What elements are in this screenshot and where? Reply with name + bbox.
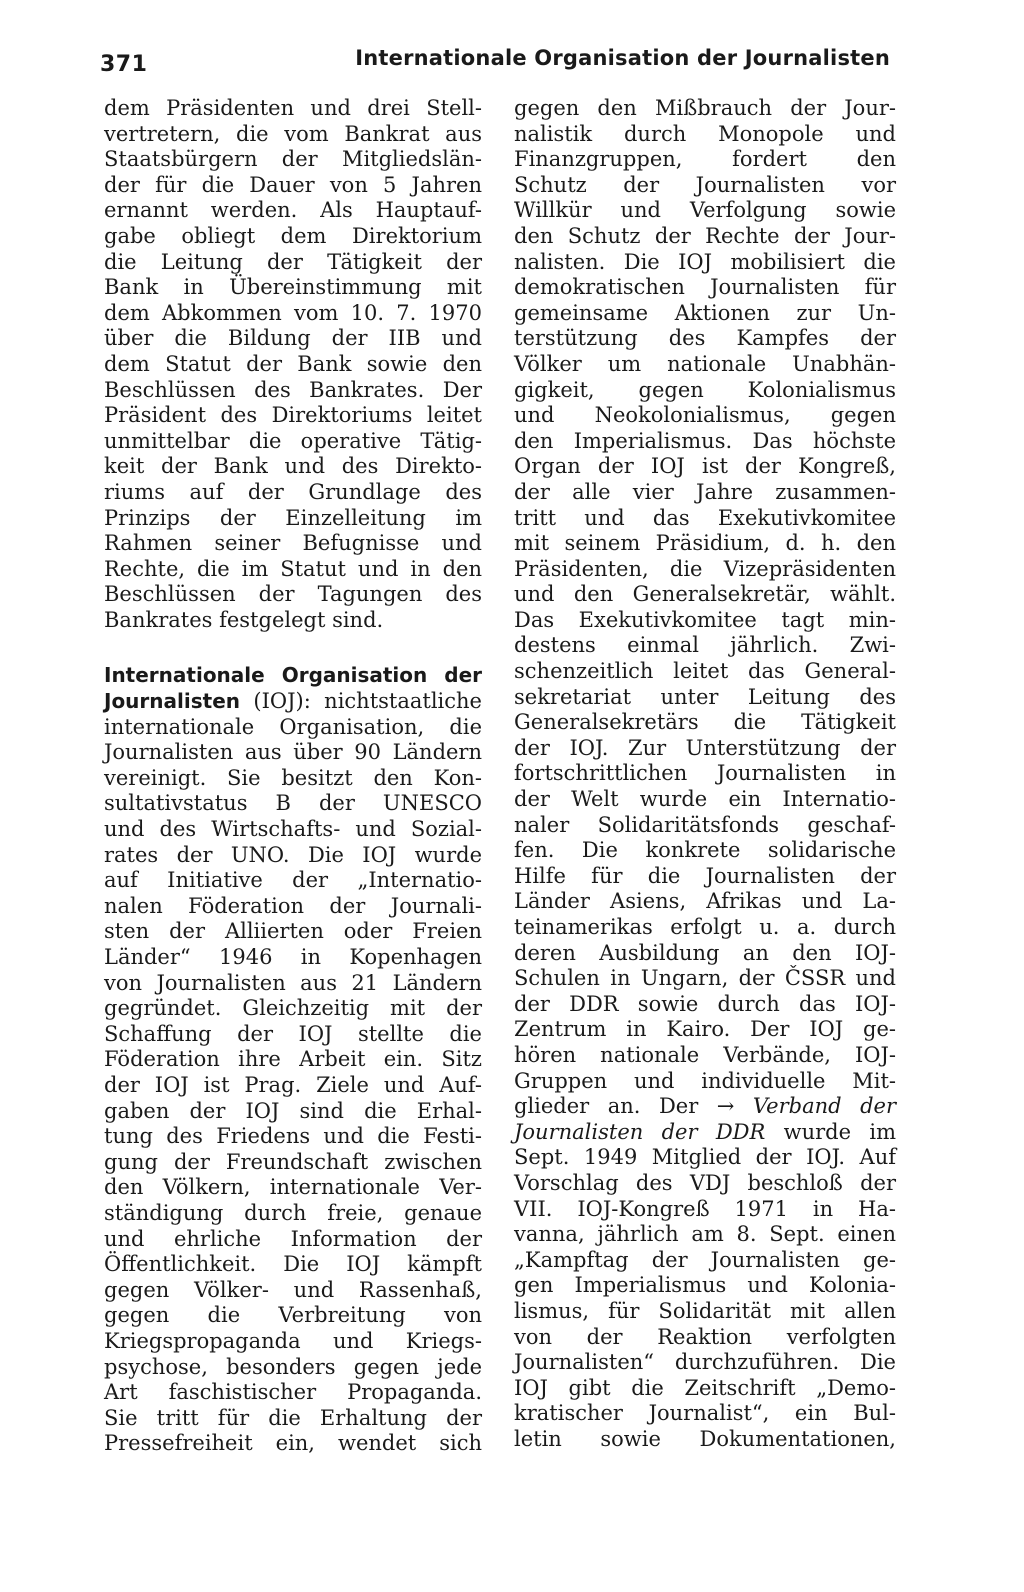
text-line: Präsident des Direktoriums leitet — [104, 403, 482, 428]
entry-first-line — [104, 689, 482, 715]
text-line: Sie tritt für die Erhaltung der — [104, 1405, 482, 1430]
text-line: tritt und das Exekutivkomitee — [514, 505, 896, 530]
text-line: tung des Friedens und die Festi- — [104, 1124, 482, 1149]
text-line: fen. Die konkrete solidarische — [514, 838, 896, 863]
text-line: schenzeitlich leitet das General- — [514, 659, 896, 684]
text-line: gung der Freundschaft zwischen — [104, 1149, 482, 1174]
text-line: nalen Föderation der Journali- — [104, 893, 482, 918]
text-line: und Neokolonialismus, gegen — [514, 403, 896, 428]
text-line: vanna, jährlich am 8. Sept. einen — [514, 1222, 896, 1247]
text-line: Zentrum in Kairo. Der IOJ ge- — [514, 1017, 896, 1042]
text-line: internationale Organisation, die — [104, 714, 482, 739]
text-line: Das Exekutivkomitee tagt min- — [514, 607, 896, 632]
text-line: deren Ausbildung an den IOJ- — [514, 940, 896, 965]
text-line: Journalisten“ durchzuführen. Die — [514, 1350, 896, 1375]
text-line: von der Reaktion verfolgten — [514, 1324, 896, 1349]
text-line: Organ der IOJ ist der Kongreß, — [514, 454, 896, 479]
cross-reference-line-2 — [514, 1120, 896, 1146]
left-column — [104, 96, 482, 1457]
cross-reference-line — [514, 1094, 896, 1120]
text-line: Kriegspropaganda und Kriegs- — [104, 1328, 482, 1353]
text-line: fortschrittlichen Journalisten in — [514, 761, 896, 786]
entry-body-end — [514, 1145, 896, 1452]
text-line: Generalsekretärs die Tätigkeit — [514, 710, 896, 735]
text-line: von Journalisten aus 21 Ländern — [104, 970, 482, 995]
text-line: Präsidenten, die Vizepräsidenten — [514, 556, 896, 581]
text-line: Schutz der Journalisten vor — [514, 172, 896, 197]
text-line: Hilfe für die Journalisten der — [514, 863, 896, 888]
entry-headword-line — [104, 663, 482, 689]
text-line: gegen den Mißbrauch der Jour- — [514, 96, 896, 120]
text-line: der für die Dauer von 5 Jahren — [104, 172, 482, 197]
text-line: Bankrates festgelegt sind. — [104, 607, 384, 632]
text-line: gaben der IOJ sind die Erhal- — [104, 1098, 482, 1123]
text-line: sekretariat unter Leitung des — [514, 684, 896, 709]
text-line: gabe obliegt dem Direktorium — [104, 223, 482, 248]
text-line: unmittelbar die operative Tätig- — [104, 428, 482, 453]
entry-body-continued — [514, 96, 896, 1094]
text-line: gegründet. Gleichzeitig mit der — [104, 996, 482, 1021]
right-column — [514, 96, 896, 1452]
text-line: IOJ gibt die Zeitschrift „Demo- — [514, 1375, 896, 1400]
cross-reference-link[interactable]: Verband der — [734, 1094, 896, 1119]
page-number: 371 — [100, 52, 148, 77]
text-line: gegen die Verbreitung von — [104, 1303, 482, 1328]
running-title: Internationale Organisation der Journalisten — [355, 46, 890, 70]
text-line: Schaffung der IOJ stellte die — [104, 1021, 482, 1046]
text-line: den Imperialismus. Das höchste — [514, 428, 896, 453]
text-line: Beschlüssen der Tagungen des — [104, 582, 482, 607]
text-line: Schulen in Ungarn, der ČSSR und — [514, 966, 896, 991]
text-line: psychose, besonders gegen jede — [104, 1354, 482, 1379]
text-line: Länder“ 1946 in Kopenhagen — [104, 945, 482, 969]
cross-reference-arrow-icon: → — [716, 1094, 735, 1119]
text-line: auf Initiative der „Internatio- — [104, 868, 482, 893]
text-line: Prinzips der Einzelleitung im — [104, 505, 482, 530]
text-line: lismus, für Solidarität mit allen — [514, 1298, 896, 1323]
paragraph-continuation — [104, 96, 482, 633]
cross-reference-link-continued[interactable]: Journalisten der DDR — [514, 1119, 766, 1144]
text-line: dem Präsidenten und drei Stell- — [104, 96, 482, 120]
text-line: Öffentlichkeit. Die IOJ kämpft — [104, 1252, 482, 1277]
entry-body — [104, 715, 482, 1457]
cross-reference-prefix: glieder an. Der — [514, 1094, 717, 1119]
text-line: die Leitung der Tätigkeit der — [104, 249, 482, 274]
text-line: Vorschlag des VDJ beschloß der — [514, 1170, 896, 1195]
text-line: dem Statut der Bank sowie den — [104, 351, 482, 376]
text-line: sultativstatus B der UNESCO — [104, 791, 482, 816]
text-line: destens einmal jährlich. Zwi- — [514, 633, 896, 658]
paragraph-gap — [104, 633, 482, 663]
text-line: den Schutz der Rechte der Jour- — [514, 223, 896, 248]
text-line: der DDR sowie durch das IOJ- — [514, 991, 896, 1016]
entry-abbreviation-text: (IOJ): nichtstaatliche — [240, 689, 482, 714]
text-line: Gruppen und individuelle Mit- — [514, 1068, 896, 1093]
text-line: sten der Alliierten oder Freien — [104, 919, 482, 944]
text-line: Föderation ihre Arbeit ein. Sitz — [104, 1047, 482, 1072]
text-line: nalisten. Die IOJ mobilisiert die — [514, 249, 896, 274]
text-line: gigkeit, gegen Kolonialismus — [514, 377, 896, 402]
text-line: Journalisten aus über 90 Ländern — [104, 740, 482, 765]
text-line: keit der Bank und des Direkto- — [104, 454, 482, 479]
text-line: und des Wirtschafts- und Sozial- — [104, 817, 482, 842]
text-line: Staatsbürgern der Mitgliedslän- — [104, 147, 482, 172]
text-line: Art faschistischer Propaganda. — [104, 1380, 482, 1405]
text-line: der IOJ. Zur Unterstützung der — [514, 735, 896, 760]
text-line: über die Bildung der IIB und — [104, 326, 482, 351]
text-line: „Kampftag der Journalisten ge- — [514, 1247, 896, 1272]
text-line: Länder Asiens, Afrikas und La- — [514, 889, 896, 914]
text-line: und ehrliche Information der — [104, 1226, 482, 1251]
text-line: Völker um nationale Unabhän- — [514, 351, 896, 376]
text-line: gegen Völker- und Rassenhaß, — [104, 1277, 482, 1302]
text-line: Pressefreiheit ein, wendet sich — [104, 1431, 482, 1456]
text-line: rates der UNO. Die IOJ wurde — [104, 842, 482, 867]
text-line: der Welt wurde ein Internatio- — [514, 787, 896, 812]
text-line: letin sowie Dokumentationen, — [514, 1426, 896, 1451]
text-line: Bank in Übereinstimmung mit — [104, 275, 482, 300]
text-line: kratischer Journalist“, ein Bul- — [514, 1401, 896, 1426]
text-line: VII. IOJ-Kongreß 1971 in Ha- — [514, 1196, 896, 1221]
text-line: riums auf der Grundlage des — [104, 479, 482, 504]
text-line: demokratischen Journalisten für — [514, 275, 896, 300]
text-line: ständigung durch freie, genaue — [104, 1200, 482, 1225]
text-line: terstützung des Kampfes der — [514, 326, 896, 351]
cross-reference-suffix: wurde im — [765, 1119, 896, 1144]
text-line: den Völkern, internationale Ver- — [104, 1175, 482, 1200]
text-line: hören nationale Verbände, IOJ- — [514, 1042, 896, 1067]
text-line: Sept. 1949 Mitglied der IOJ. Auf — [514, 1145, 896, 1170]
page-header — [100, 42, 890, 82]
text-line: nalistik durch Monopole und — [514, 121, 896, 146]
text-line: vertretern, die vom Bankrat aus — [104, 121, 482, 146]
text-line: Finanzgruppen, fordert den — [514, 147, 896, 172]
text-line: Willkür und Verfolgung sowie — [514, 198, 896, 223]
text-line: vereinigt. Sie besitzt den Kon- — [104, 765, 482, 790]
text-line: teinamerikas erfolgt u. a. durch — [514, 915, 896, 939]
text-line: mit seinem Präsidium, d. h. den — [514, 531, 896, 556]
text-line: Beschlüssen des Bankrates. Der — [104, 377, 482, 402]
text-line: gemeinsame Aktionen zur Un- — [514, 300, 896, 325]
entry-headword: Internationale Organisation der — [104, 663, 482, 688]
entry-headword-continued: Journalisten — [104, 689, 240, 714]
text-line: dem Abkommen vom 10. 7. 1970 — [104, 300, 482, 325]
text-line: gen Imperialismus und Kolonia- — [514, 1273, 896, 1298]
text-line: naler Solidaritätsfonds geschaf- — [514, 812, 896, 837]
text-line: ernannt werden. Als Hauptauf- — [104, 198, 482, 223]
text-line: der IOJ ist Prag. Ziele und Auf- — [104, 1072, 482, 1097]
text-line: Rahmen seiner Befugnisse und — [104, 531, 482, 556]
text-line: der alle vier Jahre zusammen- — [514, 479, 896, 504]
text-line: Rechte, die im Statut und in den — [104, 556, 482, 581]
text-line: und den Generalsekretär, wählt. — [514, 582, 896, 607]
